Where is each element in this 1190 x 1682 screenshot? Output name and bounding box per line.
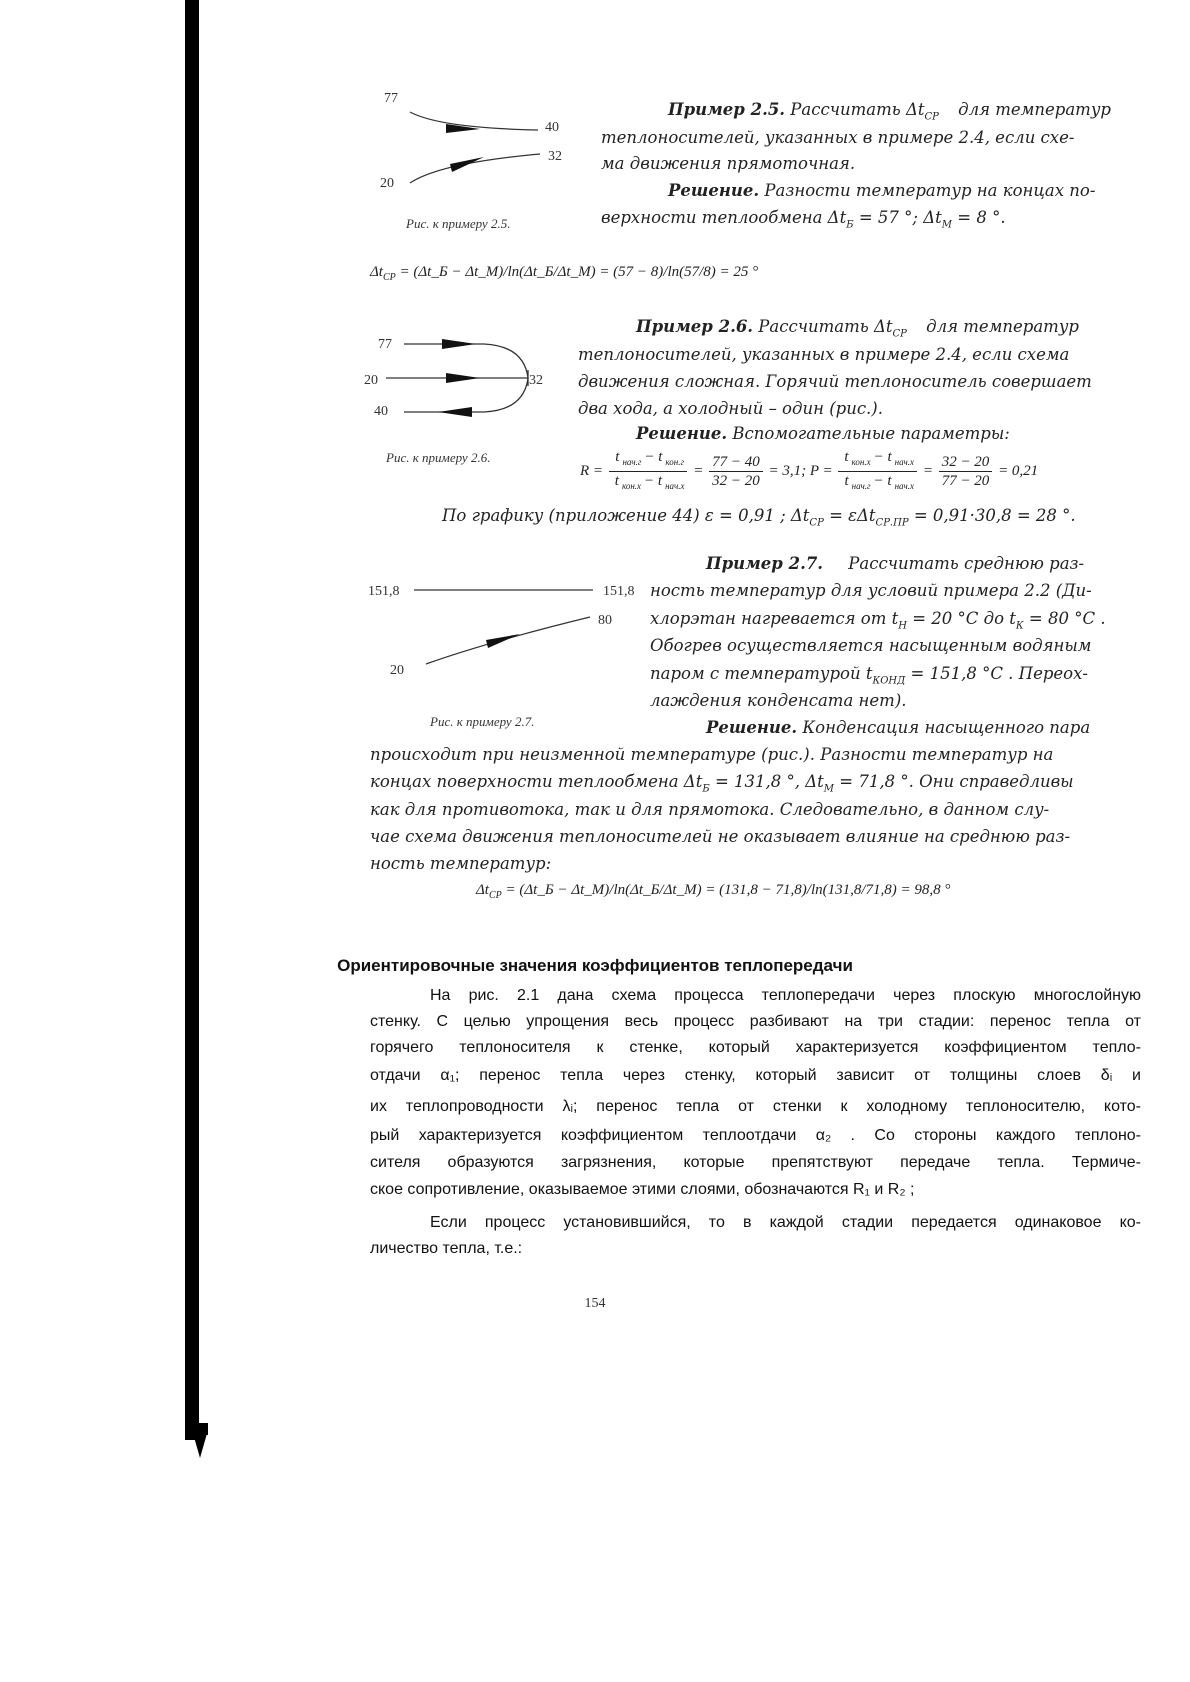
ex27-line7: Решение. Конденсация насыщенного пара <box>706 718 1091 737</box>
R-numeric-fraction: $\frac{77 - 40}{32 - 20}$ <box>709 453 763 490</box>
fig25-label-20: 20 <box>380 176 394 191</box>
ex27-line1: Пример 2.7. Рассчитать среднюю раз- <box>706 554 1085 573</box>
fig25-label-77: 77 <box>384 91 398 106</box>
ex26-solution-label: Решение. <box>636 424 728 443</box>
ex25-title: Пример 2.5. <box>668 100 786 119</box>
ex26-title: Пример 2.6. <box>636 317 754 336</box>
P-numeric-fraction: $\frac{32 - 20}{77 - 20}$ <box>939 453 993 490</box>
paragraph-1-line: На рис. 2.1 дана схема процесса теплопередачи через плоскую многослойную <box>430 987 1141 1004</box>
ex27-formula: $\Delta t_{СР}$ = (Δt_Б − Δt_М)/ln(Δt_Б/Δt_М) = (131,8 − 71,8)/ln(131,8/71,8) = 98,8 ° <box>476 882 951 901</box>
fig26-label-40: 40 <box>374 404 388 419</box>
paragraph-1-line: сителя образуются загрязнения, которые препятствуют передаче тепла. Термиче- <box>370 1154 1141 1171</box>
fig27-caption: Рис. к примеру 2.7. <box>430 714 535 729</box>
fig25-label-32: 32 <box>548 149 562 164</box>
fig27-label-151-8-left: 151,8 <box>368 584 400 599</box>
ex25-line3: ма движения прямоточная. <box>601 154 856 173</box>
paragraph-1-line: стенку. С целью упрощения весь процесс разбивают на три стадии: перенос тепла от <box>370 1013 1141 1030</box>
fig27-label-20: 20 <box>390 663 404 678</box>
ex27-line6: лаждения конденсата нет). <box>650 691 907 710</box>
ex27-title: Пример 2.7. <box>706 554 824 573</box>
ex25-line1: Пример 2.5. Рассчитать $\Delta t_{СР}$ для температур <box>668 100 1111 123</box>
fig26-label-20: 20 <box>364 373 378 388</box>
fig25-hot-line <box>410 112 538 130</box>
fig25-label-40: 40 <box>545 120 559 135</box>
paragraph-1-line: рый характеризуется коэффициентом теплоотдачи α₂ . Со стороны каждого теплоно- <box>370 1127 1141 1144</box>
ex27-line4: Обогрев осуществляется насыщенным водяным <box>650 636 1092 655</box>
figure-2-6 <box>364 334 564 434</box>
paragraph-1-line: горячего теплоносителя к стенке, который характеризуется коэффициентом тепло- <box>370 1039 1141 1056</box>
ex27-line8: происходит при неизменной температуре (рис.). Разности температур на <box>370 745 1054 764</box>
ex26-line2: теплоносителей, указанных в примере 2.4, если схема <box>578 345 1070 364</box>
P-symbolic-fraction: $\frac{t _{кон.х} - t _{нач.х}}{t _{нач.г} - t _{нач.х}}$ <box>838 448 917 495</box>
paragraph-1-line: ское сопротивление, оказываемое этими слоями, обозначаются R₁ и R₂ ; <box>370 1181 915 1198</box>
paragraph-2-line: личество тепла, т.е.: <box>370 1240 523 1257</box>
fig27-label-151-8-right: 151,8 <box>603 584 635 599</box>
ex25-line5: верхности теплообмена $\Delta t_Б = 57$ °; $\Delta t_М = 8$ °. <box>601 208 1006 231</box>
R-symbolic-fraction: $\frac{t _{нач.г} - t _{кон.г}}{t _{кон.х} - t _{нач.х}}$ <box>609 448 688 495</box>
ex27-line12: ность температур: <box>370 854 552 873</box>
binding-tail <box>192 1430 208 1458</box>
paragraph-2-line: Если процесс установившийся, то в каждой стадии передается одинаковое ко- <box>430 1214 1141 1231</box>
fig26-arrow-2 <box>446 373 480 383</box>
ex27-line11: чае схема движения теплоносителей не оказывает влияние на среднюю раз- <box>370 827 1071 846</box>
ex27-line3: хлорэтан нагревается от $t_Н = 20$ °С до $t_К = 80$ °С . <box>650 609 1106 632</box>
binding-bar <box>185 0 199 1440</box>
fig25-caption: Рис. к примеру 2.5. <box>406 216 511 231</box>
ex27-line5: паром с температурой $t_{КОНД} = 151,8$ °С . Переох- <box>650 664 1088 687</box>
ex26-graph-line: По графику (приложение 44) ε = 0,91 ; $\Delta t_{СР} = \varepsilon\Delta t_{СР.ПР} = 0,91\cdot 30,8 = 28$ °. <box>442 506 1076 529</box>
ex27-line10: как для противотока, так и для прямотока. Следовательно, в данном слу- <box>370 800 1050 819</box>
ex27-line9: концах поверхности теплообмена $\Delta t_Б = 131,8$ °, $\Delta t_М = 71,8$ °. Они справедливы <box>370 772 1074 795</box>
ex26-line5: Решение. Вспомогательные параметры: <box>636 424 1010 443</box>
ex27-solution-label: Решение. <box>706 718 798 737</box>
page-number: 154 <box>584 1296 606 1311</box>
fig26-arrow-3 <box>438 407 472 417</box>
section-heading: Ориентировочные значения коэффициентов теплопередачи <box>337 956 853 975</box>
figure-2-7 <box>368 582 648 692</box>
fig27-label-80: 80 <box>598 613 612 628</box>
ex25-line2: теплоносителей, указанных в примере 2.4, если схе- <box>601 128 1075 147</box>
fig26-label-32: 32 <box>529 373 543 388</box>
fig27-heated-line <box>426 617 590 664</box>
ex26-line3: движения сложная. Горячий теплоноситель совершает <box>578 372 1092 391</box>
ex25-line4: Решение. Разности температур на концах по- <box>668 181 1096 200</box>
fig25-arrow-cold <box>450 157 484 172</box>
ex25-formula: $\Delta t_{СР}$ = (Δt_Б − Δt_М)/ln(Δt_Б/Δt_М) = (57 − 8)/ln(57/8) = 25 ° <box>370 264 759 283</box>
fig27-arrow <box>486 634 520 648</box>
paragraph-1-line: их теплопроводности λᵢ; перенос тепла от стенки к холодному теплоносителю, кото- <box>370 1098 1141 1115</box>
ex25-solution-label: Решение. <box>668 181 760 200</box>
fig26-caption: Рис. к примеру 2.6. <box>386 450 491 465</box>
fig26-arrow-1 <box>442 339 476 349</box>
fig26-label-77: 77 <box>378 337 392 352</box>
ex26-line4: два хода, а холодный – один (рис.). <box>578 399 883 418</box>
fig25-cold-line <box>410 154 540 183</box>
ex27-line2: ность температур для условий примера 2.2 (Ди- <box>650 581 1092 600</box>
paragraph-1-line: отдачи α₁; перенос тепла через стенку, который зависит от толщины слоев δᵢ и <box>370 1067 1141 1084</box>
ex26-line1: Пример 2.6. Рассчитать $\Delta t_{СР}$ для температур <box>636 317 1079 340</box>
ex26-params-formula: R = $\frac{t _{нач.г} - t _{кон.г}}{t _{кон.х} - t _{нач.х}}$ = $\frac{77 - 40}{32 - 20}$ = 3,1; P = $\frac{t _{кон.х} - t _{нач.х}}{t _{нач.г} - t _{нач.х}}$ = $\frac{32 - 20}{77 - 20}$ = 0,21 <box>580 448 1038 495</box>
